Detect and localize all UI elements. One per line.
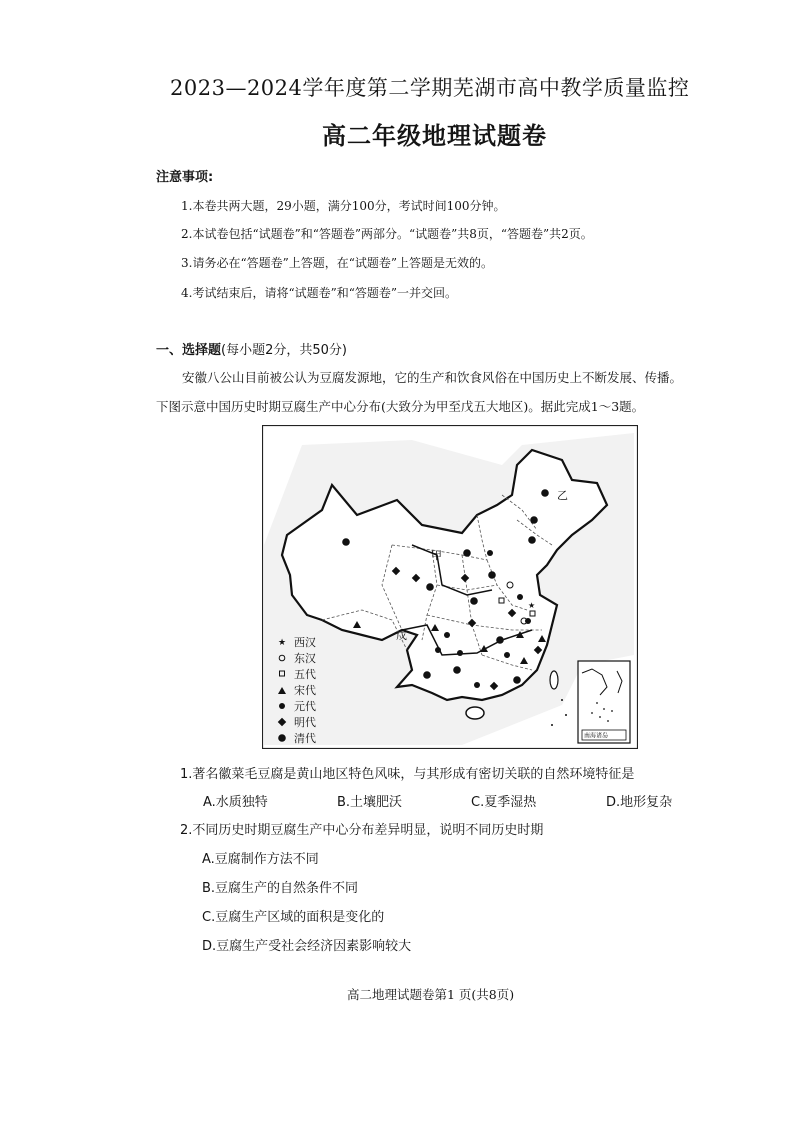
q2-option-d: D.豆腐生产受社会经济因素影响较大 <box>202 939 412 954</box>
q2-option-c: C.豆腐生产区域的面积是变化的 <box>202 910 385 925</box>
yuan-marker <box>444 632 450 638</box>
q1-option-d: D.地形复杂 <box>606 795 673 810</box>
region-label-jia: 甲 <box>431 549 442 562</box>
yuan-marker <box>457 650 463 656</box>
notice-heading: 注意事项: <box>156 170 214 185</box>
qing-marker <box>513 676 521 684</box>
tofu-production-map <box>262 425 638 749</box>
page-footer: 高二地理试题卷第1 页(共8页) <box>347 987 515 1002</box>
qing-marker <box>453 666 461 674</box>
notice-item: 1.本卷共两大题，29小题，满分100分，考试时间100分钟。 <box>181 199 506 213</box>
q1-option-c: C.夏季湿热 <box>471 795 537 810</box>
qing-marker <box>488 571 496 579</box>
q2-option-b: B.豆腐生产的自然条件不同 <box>202 881 359 896</box>
q1-option-a: A.水质独特 <box>203 795 268 810</box>
qing-marker <box>530 516 538 524</box>
notice-item: 3.请务必在“答题卷”上答题，在“试题卷”上答题是无效的。 <box>181 256 493 270</box>
yuan-marker <box>504 652 510 658</box>
notice-item: 2.本试卷包括“试题卷”和“答题卷”两部分。“试题卷”共8页，“答题卷”共2页。 <box>181 227 593 241</box>
legend-label: 元代 <box>294 700 316 713</box>
intro-line: 下图示意中国历史时期豆腐生产中心分布(大致分为甲至戊五大地区)。据此完成1～3题。 <box>156 399 645 414</box>
exam-title: 2023—2024学年度第二学期芜湖市高中教学质量监控 <box>170 76 690 100</box>
legend-label: 五代 <box>294 668 316 681</box>
south-china-sea-inset <box>578 661 630 743</box>
question-1-stem: 1.著名徽菜毛豆腐是黄山地区特色风味，与其形成有密切关联的自然环境特征是 <box>180 767 635 782</box>
xihan-marker: ★ <box>528 601 536 610</box>
legend-label: 清代 <box>294 732 316 745</box>
section-note: (每小题2分，共50分) <box>221 343 347 358</box>
yuan-marker <box>474 682 480 688</box>
legend-label: 明代 <box>294 716 316 729</box>
yuan-marker <box>435 647 441 653</box>
notice-item: 4.考试结束后，请将“试题卷”和“答题卷”一并交回。 <box>181 286 457 300</box>
question-2-stem: 2.不同历史时期豆腐生产中心分布差异明显，说明不同历史时期 <box>180 823 544 838</box>
legend-label: 东汉 <box>294 652 316 665</box>
section-heading <box>156 339 347 358</box>
inset-label: 南海诸岛 <box>584 732 609 740</box>
qing-marker <box>463 549 471 557</box>
exam-subtitle: 高二年级地理试题卷 <box>322 122 547 150</box>
intro-line: 安徽八公山目前被公认为豆腐发源地，它的生产和饮食风俗在中国历史上不断发展、传播。 <box>182 370 683 385</box>
legend-star-icon: ★ <box>278 638 287 648</box>
legend-dot-icon <box>279 703 285 709</box>
q2-option-a: A.豆腐制作方法不同 <box>202 852 319 867</box>
yuan-marker <box>517 594 523 600</box>
legend-label: 西汉 <box>294 636 316 649</box>
qing-marker <box>342 538 350 546</box>
qing-marker <box>423 671 431 679</box>
qing-marker <box>541 489 549 497</box>
qing-marker <box>470 597 478 605</box>
legend-label: 宋代 <box>294 684 316 697</box>
q1-option-b: B.土壤肥沃 <box>337 795 403 810</box>
yuan-marker <box>487 550 493 556</box>
section-title: 一、选择题 <box>156 343 222 358</box>
region-label-wu: 戊 <box>396 629 407 642</box>
region-label-yi: 乙 <box>557 489 568 502</box>
legend-circle-filled-icon <box>278 734 286 742</box>
qing-marker <box>496 636 504 644</box>
qing-marker <box>426 583 434 591</box>
qing-marker <box>528 536 536 544</box>
